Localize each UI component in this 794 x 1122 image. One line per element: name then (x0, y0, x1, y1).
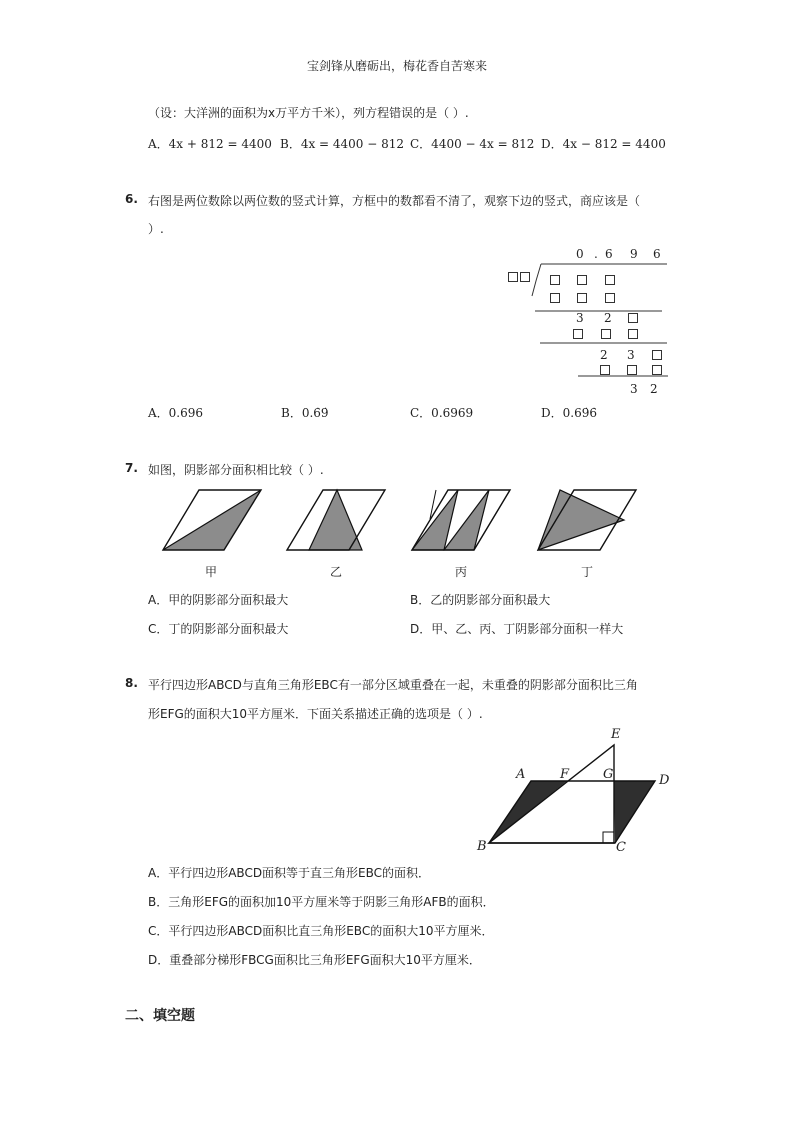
quotient-digit: 0 (576, 247, 584, 261)
point-label-b: B (477, 839, 487, 854)
q5-stem: （设：大洋洲的面积为x万平方千米），列方程错误的是（ ）. (148, 106, 469, 120)
remainder-digit: 3 (627, 348, 635, 362)
q6-number: 6. (125, 192, 138, 206)
quotient-digit: 6 (605, 247, 613, 261)
remainder-digit: 2 (604, 311, 612, 325)
q8-stem-line2: 形EFG的面积大10平方厘米．下面关系描述正确的选项是（ ）. (148, 707, 483, 721)
point-label-g: G (603, 767, 614, 782)
final-remainder-digit: 2 (650, 382, 658, 396)
q6-option-c: C．0.6969 (410, 406, 474, 420)
page-header: 宝剑锋从磨砺出，梅花香自苦寒来 (306, 59, 487, 73)
q8-number: 8. (125, 676, 138, 690)
q8-option-d: D．重叠部分梯形FBCG面积比三角形EFG面积大10平方厘米． (148, 953, 481, 967)
q7-stem: 如图，阴影部分面积相比较（ ）. (148, 463, 324, 477)
point-label-a: A (516, 767, 526, 782)
q7-option-c: C．丁的阴影部分面积最大 (148, 622, 289, 636)
q6-option-b: B．0.6̇9̇ (281, 406, 329, 420)
figure-label-jia: 甲 (205, 565, 218, 579)
quotient-point: . (594, 247, 598, 261)
figure-label-bing: 丙 (455, 565, 468, 579)
point-label-c: C (616, 840, 626, 855)
quotient-digit: 9 (630, 247, 638, 261)
q7-option-a: A．甲的阴影部分面积最大 (148, 593, 289, 607)
point-label-e: E (611, 727, 621, 742)
figure-label-yi: 乙 (330, 565, 343, 579)
remainder-digit: 3 (576, 311, 584, 325)
q5-option-a: A．4x + 812 = 4400 (148, 137, 272, 151)
point-label-d: D (659, 773, 670, 788)
q7-option-d: D．甲、乙、丙、丁阴影部分面积一样大 (410, 622, 624, 636)
q8-option-a: A．平行四边形ABCD面积等于直三角形EBC的面积． (148, 866, 431, 880)
q8-option-b: B．三角形EFG的面积加10平方厘米等于阴影三角形AFB的面积． (148, 895, 495, 909)
final-remainder-digit: 3 (630, 382, 638, 396)
q8-option-c: C．平行四边形ABCD面积比直三角形EBC的面积大10平方厘米． (148, 924, 494, 938)
q5-option-d: D．4x − 812 = 4400 (541, 137, 666, 151)
quotient-digit: 6 (653, 247, 661, 261)
q5-option-c: C．4400 − 4x = 812 (410, 137, 535, 151)
q6-option-a: A．0.696 (148, 406, 204, 420)
q7-option-b: B．乙的阴影部分面积最大 (410, 593, 551, 607)
q7-number: 7. (125, 461, 138, 475)
q6-stem-line2: ）. (148, 222, 164, 236)
q8-stem-line1: 平行四边形ABCD与直角三角形EBC有一部分区域重叠在一起，未重叠的阴影部分面积比三角 (148, 678, 638, 692)
section-title: 二、填空题 (125, 1008, 195, 1024)
q5-option-b: B．4x = 4400 − 812 (280, 137, 405, 151)
remainder-digit: 2 (600, 348, 608, 362)
q6-stem-line1: 右图是两位数除以两位数的竖式计算，方框中的数都看不清了，观察下边的竖式，商应该是（ (148, 194, 641, 208)
figure-label-ding: 丁 (581, 565, 594, 579)
q6-option-d: D．0.69̇6̇ (541, 406, 597, 420)
point-label-f: F (560, 767, 570, 782)
